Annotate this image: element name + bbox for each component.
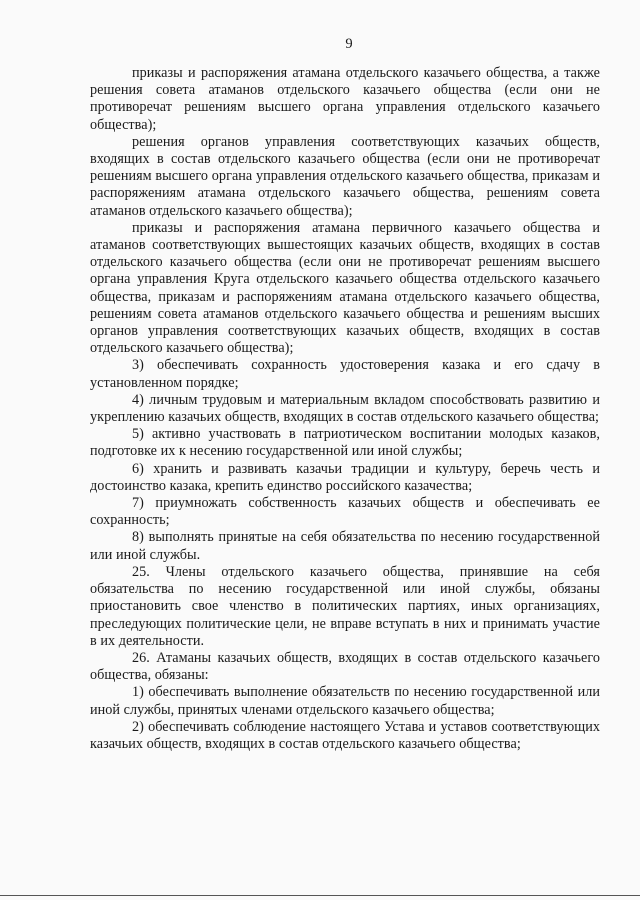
paragraph: 1) обеспечивать выполнение обязательств по несению государственной или иной службы, принятых членами отдельского казачьего общества; <box>90 684 600 718</box>
bottom-rule <box>0 895 640 896</box>
paragraph: 6) хранить и развивать казачьи традиции и культуру, беречь честь и достоинство казака, крепить единство российского казачества; <box>90 460 600 494</box>
paragraph: 8) выполнять принятые на себя обязательства по несению государственной или иной службы. <box>90 529 600 563</box>
page-number: 9 <box>345 36 353 52</box>
paragraph: 2) обеспечивать соблюдение настоящего Устава и уставов соответствующих казачьих обществ, входящих в состав отдельского казачьего общества; <box>90 718 600 752</box>
paragraph: 7) приумножать собственность казачьих обществ и обеспечивать ее сохранность; <box>90 495 600 529</box>
paragraph: приказы и распоряжения атамана первичного казачьего общества и атаманов соответствующих вышестоящих казачьих обществ, входящих в состав отдельского казачьего общества (если они не противоречат решениям высшего органа управления Круга отдельского казачьего общества отдельского казачьего общества, приказам и распоряжениям атамана отдельского казачьего общества, решениям совета атаманов отдельского казачьего общества и решениям высших органов управления соответствующих казачьих обществ, входящих в состав отдельского казачьего общества); <box>90 219 600 357</box>
paragraph: решения органов управления соответствующих казачьих обществ, входящих в состав отдельского казачьего общества (если они не противоречат решениям высшего органа управления отдельского казачьего общества, приказам и распоряжениям атамана отдельского казачьего общества, решениям совета атаманов отдельского казачьего общества); <box>90 133 600 219</box>
paragraph: приказы и распоряжения атамана отдельского казачьего общества, а также решения совета атаманов отдельского казачьего общества (если они не противоречат решениям высшего органа управления отдельского казачьего общества); <box>90 65 600 133</box>
document-body <box>90 65 600 753</box>
paragraph: 3) обеспечивать сохранность удостоверения казака и его сдачу в установленном порядке; <box>90 357 600 391</box>
paragraph: 25. Члены отдельского казачьего общества, принявшие на себя обязательства по несению государственной или иной службы, обязаны приостановить свое членство в политических партиях, иных организациях, преследующих политические цели, не вправе вступать в них и принимать участие в их деятельности. <box>90 563 600 649</box>
paragraph: 4) личным трудовым и материальным вкладом способствовать развитию и укреплению казачьих обществ, входящих в состав отдельского казачьего общества; <box>90 391 600 426</box>
paragraph: 26. Атаманы казачьих обществ, входящих в состав отдельского казачьего общества, обязаны: <box>90 649 600 684</box>
paragraph: 5) активно участвовать в патриотическом воспитании молодых казаков, подготовке их к несению государственной или иной службы; <box>90 426 600 460</box>
